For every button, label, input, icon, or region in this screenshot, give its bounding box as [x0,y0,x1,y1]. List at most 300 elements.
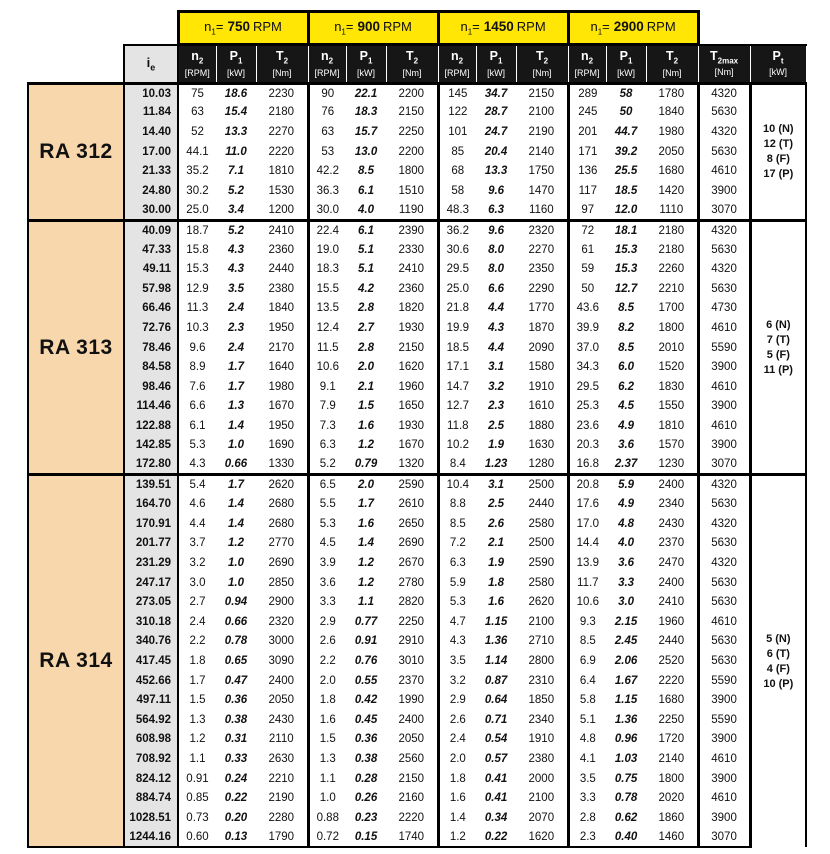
n2-cell: 34.3 [576,361,599,374]
t2-cell: 1800 [386,161,438,181]
n2-cell: 2.8 [579,811,596,824]
p1-cell: 3.1 [476,475,516,495]
n2-cell: 2.4 [449,733,466,746]
n2-cell: 42.2 [316,165,339,178]
t2-cell: 1570 [646,436,698,456]
gear-ratio-cell: 24.80 [124,181,178,201]
n2-cell: 44.1 [186,145,209,158]
p1-cell: 28.7 [484,106,508,119]
p1-cell: 2.06 [614,655,638,668]
t2max-cell: 5630 [698,279,750,299]
p1-cell: 1.6 [358,419,375,432]
p1-cell: 6.2 [618,380,635,393]
t2-cell: 2780 [386,573,438,593]
unit-label: [kW] [769,67,788,78]
n2-cell: 4.8 [579,733,596,746]
p1-cell: 0.41 [484,772,508,785]
n2-cell: 37.0 [576,341,599,354]
t2-cell: 2610 [386,494,438,514]
table-row [28,710,806,730]
p1-cell: 25.5 [614,165,638,178]
p1-cell: 0.13 [216,828,256,848]
t2max-cell: 4610 [698,749,750,769]
gear-ratio-cell: 10.03 [124,83,178,103]
t2-cell: 2280 [256,808,308,828]
t2max-cell: 5630 [698,592,750,612]
t2max-cell: 5630 [698,651,750,671]
n2-cell: 3.5 [449,655,466,668]
p1-cell: 1.2 [358,557,375,570]
table-row [28,553,806,573]
t2-cell: 2690 [256,553,308,573]
unit-label: [RPM] [444,67,470,78]
n2-cell: 2.9 [449,694,466,707]
p1-cell: 0.40 [606,828,646,848]
p1-cell: 3.4 [228,203,244,216]
gear-ratio-cell: 310.18 [124,612,178,632]
n1-symbol: $n_1=$ [460,19,480,37]
n2-cell: 18.3 [316,263,339,276]
n2-cell: 23.6 [576,419,599,432]
p1-cell: 0.38 [224,713,248,726]
n2-cell: 10.3 [186,321,209,334]
p1-cell: 0.36 [224,694,248,707]
table-row [28,220,806,240]
p1-cell: 0.64 [484,694,508,707]
t2-cell: 1620 [386,357,438,377]
t2max-cell: 4610 [698,788,750,808]
table-row [28,808,806,828]
n2-cell: 63 [321,125,335,138]
table-row [28,436,806,456]
p1-cell: 1.7 [216,475,256,495]
p1-cell: 22.1 [346,83,386,103]
table-row [28,651,806,671]
t2-cell: 2670 [386,553,438,573]
table-row [28,318,806,338]
t2-cell: 2200 [386,142,438,162]
col-header-n2: $n_2$ [RPM] [438,45,476,84]
p1-cell: 0.62 [614,811,638,824]
p1-cell: 5.2 [228,184,244,197]
t2-cell: 2250 [646,710,698,730]
n2-cell: 25.0 [446,282,469,295]
n2-cell: 201 [578,125,598,138]
table-row [28,377,806,397]
t2-cell: 1610 [516,397,568,417]
n2-cell: 3.9 [319,557,336,570]
t2-cell: 1650 [386,397,438,417]
n2-cell: 1.4 [449,811,466,824]
t2-cell: 2350 [516,259,568,279]
t2-cell: 2230 [256,83,308,103]
t2-cell: 2690 [386,534,438,554]
t2max-cell: 5590 [698,671,750,691]
t2-cell: 1680 [646,690,698,710]
unit-label: [kW] [487,67,506,78]
t2-cell: 1780 [646,83,698,103]
gear-ratio-cell: 30.00 [124,201,178,221]
t2-cell: 1840 [646,103,698,123]
t2-cell: 1790 [256,828,308,848]
table-row [28,475,806,495]
n2-cell: 145 [438,83,476,103]
t2-cell: 2770 [256,534,308,554]
n2-cell: 50 [581,282,595,295]
table-row [28,788,806,808]
speed-header-750 [178,12,308,45]
p1-cell: 4.3 [228,243,244,256]
n2-cell: 1.5 [189,694,206,707]
p1-cell: 0.15 [346,828,386,848]
t2-cell: 2410 [646,592,698,612]
p1-cell: 3.3 [618,576,635,589]
n2-cell: 171 [578,145,598,158]
t2-cell: 2850 [256,573,308,593]
col-header-p1: $P_1$ [kW] [346,45,386,84]
p1-cell: 2.5 [488,498,505,511]
unit-label: [Nm] [714,67,734,78]
p1-cell: 6.0 [618,361,635,374]
gear-ratio-cell: 66.46 [124,299,178,319]
col-header-t2: $T_2$ [Nm] [386,45,438,84]
p1-cell: 0.36 [354,733,378,746]
p1-cell: 8.0 [488,243,505,256]
t2-cell: 1990 [386,690,438,710]
t2max-cell: 5630 [698,103,750,123]
table-row [28,416,806,436]
t2-cell: 1330 [256,455,308,475]
p1-cell: 7.1 [228,165,244,178]
table-row [28,122,806,142]
n2-cell: 5.9 [449,576,466,589]
n2-cell: 1.5 [319,733,336,746]
n2-cell: 1.3 [319,752,336,765]
t2-cell: 1640 [256,357,308,377]
n2-cell: 10.6 [316,361,339,374]
gear-ratio-cell: 1028.51 [124,808,178,828]
p1-cell: 15.4 [224,106,248,119]
table-row [28,142,806,162]
p1-cell: 2.5 [488,419,505,432]
col-header-t2: $T_2$ [Nm] [646,45,698,84]
t2-cell: 2400 [256,671,308,691]
p1-cell: 6.1 [358,184,375,197]
unit-label: [Nm] [532,67,552,78]
p1-cell: 0.31 [224,733,248,746]
p1-cell: 11.0 [225,145,247,158]
n2-cell: 1.3 [189,713,206,726]
n2-cell: 19.9 [446,321,469,334]
p1-cell: 0.91 [354,635,378,648]
gear-ratio-cell: 231.29 [124,553,178,573]
t2-cell: 1850 [516,690,568,710]
n2-cell: 6.3 [449,557,466,570]
gear-ratio-cell: 47.33 [124,240,178,260]
t2-cell: 1530 [256,181,308,201]
p1-cell: 0.79 [354,458,378,471]
t2max-cell: 4730 [698,299,750,319]
t2-cell: 1680 [646,161,698,181]
n2-cell: 6.5 [308,475,346,495]
header-spacer [28,45,124,84]
p1-cell: 4.4 [488,302,505,315]
t2-cell: 2410 [256,220,308,240]
p1-cell: 8.5 [618,341,635,354]
n2-cell: 68 [451,165,465,178]
table-row [28,671,806,691]
p1-cell: 12.0 [614,203,638,216]
n2-cell: 18.5 [446,341,469,354]
p1-cell: 0.78 [224,635,248,648]
n2-cell: 3.3 [319,596,336,609]
t2max-cell: 4320 [698,514,750,534]
t2-cell: 2050 [646,142,698,162]
t2max-cell: 3900 [698,690,750,710]
p1-cell: 58 [606,83,646,103]
p1-cell: 3.5 [228,282,244,295]
table-row [28,455,806,475]
table-row [28,299,806,319]
n2-cell: 1.1 [319,772,336,785]
col-header-t2: $T_2$ [Nm] [256,45,308,84]
t2max-cell: 3900 [698,181,750,201]
n2-cell: 75 [178,83,216,103]
table-row [28,83,806,103]
n2-cell: 117 [578,184,597,197]
t2-cell: 2360 [386,279,438,299]
n2-cell: 6.9 [579,655,596,668]
p1-cell: 1.36 [614,713,638,726]
n2-cell: 10.2 [446,439,469,452]
n2-cell: 22.4 [308,220,346,240]
p1-cell: 2.4 [228,341,244,354]
p1-cell: 5.2 [216,220,256,240]
p1-cell: 3.1 [488,361,505,374]
t2-cell: 2220 [386,808,438,828]
t2-cell: 2000 [516,769,568,789]
t2-cell: 1200 [256,201,308,221]
n2-cell: 4.3 [189,458,206,471]
t2-cell: 2620 [256,475,308,495]
p1-cell: 34.7 [476,83,516,103]
t2-cell: 1750 [516,161,568,181]
t2-cell: 2430 [256,710,308,730]
t2-cell: 2590 [386,475,438,495]
n2-cell: 1.0 [319,792,336,805]
gear-ratio-cell: 142.85 [124,436,178,456]
t2-cell: 2190 [256,788,308,808]
n2-cell: 2.3 [568,828,606,848]
p1-cell: 0.23 [354,811,378,824]
p1-cell: 0.75 [614,772,638,785]
n1-symbol: $n_1=$ [334,19,354,37]
t2-cell: 1980 [646,122,698,142]
t2-cell: 1470 [516,181,568,201]
t2max-cell: 3070 [698,455,750,475]
t2-cell: 2320 [256,612,308,632]
t2-cell: 2320 [516,220,568,240]
t2max-cell: 3900 [698,769,750,789]
n2-cell: 0.88 [316,811,339,824]
p1-cell: 4.3 [228,263,244,276]
t2-cell: 1520 [646,357,698,377]
table-row [28,632,806,652]
n2-cell: 5.1 [579,713,596,726]
n2-cell: 3.5 [579,772,596,785]
n2-cell: 2.7 [189,596,206,609]
t2max-cell: 4610 [698,377,750,397]
t2-cell: 2370 [646,534,698,554]
n2-cell: 2.2 [319,655,336,668]
n2-cell: 2.6 [449,713,466,726]
t2max-cell: 3070 [698,828,750,848]
table-row [28,730,806,750]
t2max-cell: 5590 [698,710,750,730]
t2-cell: 2110 [256,730,308,750]
model-label: RA 312 [28,83,124,220]
p1-cell: 39.2 [614,145,638,158]
t2-cell: 2910 [386,632,438,652]
n2-cell: 0.85 [186,792,209,805]
t2-cell: 2400 [386,710,438,730]
t2-cell: 2310 [516,671,568,691]
n2-cell: 85 [451,145,465,158]
table-row [28,494,806,514]
gear-ratio-cell: 608.98 [124,730,178,750]
n2-cell: 48.3 [446,203,469,216]
gear-ratio-cell: 201.77 [124,534,178,554]
unit-label: [Nm] [662,67,682,78]
table-row [28,573,806,593]
p1-cell: 6.6 [488,282,505,295]
t2-cell: 2620 [516,592,568,612]
n2-cell: 25.0 [186,203,209,216]
n2-cell: 5.3 [189,439,206,452]
t2-cell: 2340 [516,710,568,730]
t2-cell: 1980 [256,377,308,397]
table-row [28,279,806,299]
n2-cell: 0.72 [308,828,346,848]
t2-cell: 2150 [386,103,438,123]
n2-cell: 14.7 [446,380,469,393]
t2max-cell: 4610 [698,612,750,632]
n2-cell: 1.8 [319,694,336,707]
n1-symbol: $n_1=$ [590,19,610,37]
pt-rating: 10 (N) [763,122,794,135]
n2-cell: 1.2 [438,828,476,848]
t2-cell: 2500 [516,475,568,495]
n2-cell: 30.0 [316,203,339,216]
p1-cell: 1.5 [358,400,375,413]
table-row [28,690,806,710]
t2-cell: 2400 [646,475,698,495]
gear-ratio-cell: 497.11 [124,690,178,710]
unit-label: [RPM] [314,67,340,78]
n2-cell: 7.3 [319,419,336,432]
p1-cell: 3.0 [618,596,635,609]
t2-cell: 1910 [516,377,568,397]
n2-cell: 8.5 [449,517,466,530]
n2-cell: 2.4 [189,615,206,628]
p1-cell: 2.15 [614,615,638,628]
p1-cell: 0.45 [354,713,378,726]
n2-cell: 1.2 [189,733,206,746]
col-header-n2: $n_2$ [RPM] [308,45,346,84]
table-row [28,534,806,554]
unit-label: [kW] [357,67,376,78]
t2-cell: 2250 [386,122,438,142]
p1-cell: 24.7 [484,125,508,138]
p1-cell: 0.87 [484,674,508,687]
p1-cell: 0.24 [224,772,248,785]
n2-cell: 76 [321,106,335,119]
t2-cell: 2210 [256,769,308,789]
p1-cell: 0.42 [354,694,378,707]
t2-cell: 1930 [386,318,438,338]
p1-cell: 2.6 [488,517,505,530]
gear-ratio-cell: 884.74 [124,788,178,808]
t2-cell: 1820 [386,299,438,319]
n2-cell: 5.4 [178,475,216,495]
t2-cell: 1190 [386,201,438,221]
t2-cell: 1880 [516,416,568,436]
p1-cell: 18.3 [354,106,378,119]
t2-cell: 1510 [386,181,438,201]
t2-cell: 1840 [256,299,308,319]
t2-cell: 2140 [646,749,698,769]
n2-cell: 0.91 [186,772,209,785]
p1-cell: 0.34 [484,811,508,824]
table-row [28,201,806,221]
n2-cell: 8.4 [449,458,466,471]
n2-cell: 12.7 [446,400,469,413]
t2-cell: 2180 [646,220,698,240]
n2-cell: 1.7 [189,674,206,687]
col-header-n2: $n_2$ [RPM] [178,45,216,84]
p1-cell: 2.3 [488,400,505,413]
gear-ratio-cell: 139.51 [124,475,178,495]
n2-cell: 245 [578,106,598,119]
p1-cell: 1.36 [484,635,508,648]
n2-cell: 122 [448,106,468,119]
column-header-row [28,45,806,84]
speed-header-row [28,12,806,45]
p1-cell: 1.0 [228,576,244,589]
t2-cell: 2430 [646,514,698,534]
t2max-cell: 4610 [698,416,750,436]
t2-cell: 2150 [386,338,438,358]
p1-cell: 1.7 [228,380,244,393]
unit-label: [Nm] [272,67,292,78]
p1-cell: 3.6 [618,557,635,570]
p1-cell: 0.54 [484,733,508,746]
p1-cell: 13.3 [484,165,508,178]
p1-cell: 4.9 [618,498,635,511]
p1-cell: 1.2 [358,576,375,589]
t2max-cell: 3900 [698,730,750,750]
n2-cell: 5.3 [449,596,466,609]
p1-cell: 18.1 [606,220,646,240]
n2-cell: 3.3 [579,792,596,805]
t2max-cell: 5630 [698,494,750,514]
t2-cell: 2220 [646,671,698,691]
gear-ratio-cell: 78.46 [124,338,178,358]
n2-cell: 17.6 [576,498,599,511]
gear-ratio-cell: 452.66 [124,671,178,691]
t2-cell: 2360 [256,240,308,260]
n2-cell: 289 [568,83,606,103]
